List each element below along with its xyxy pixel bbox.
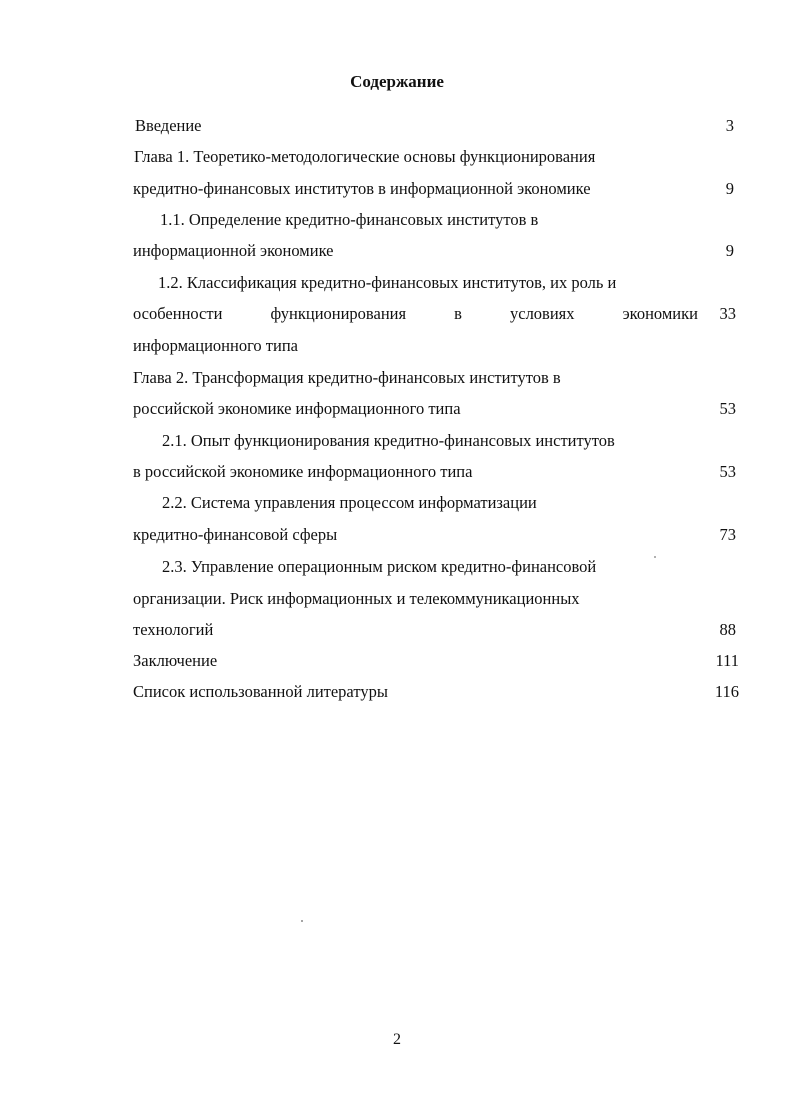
toc-conclusion: Заключение bbox=[133, 651, 218, 670]
page-number: 2 bbox=[393, 1031, 401, 1048]
toc-ch2-page: 53 bbox=[719, 399, 736, 418]
toc-ch2-line2: российской экономике информационного типа bbox=[133, 399, 461, 418]
toc-s23-page: 88 bbox=[719, 620, 736, 639]
toc-ch1-line1: Глава 1. Теоретико-методологические основы функционирования bbox=[134, 147, 596, 166]
toc-s11-line2: информационной экономике bbox=[133, 241, 334, 260]
toc-s12-word: в bbox=[454, 304, 462, 323]
toc-s23-line1: 2.3. Управление операционным риском кредитно-финансовой bbox=[162, 557, 597, 576]
toc-s22-line1: 2.2. Система управления процессом информатизации bbox=[162, 493, 537, 512]
toc-intro: Введение bbox=[135, 116, 202, 135]
toc-s12-word: экономики bbox=[622, 304, 698, 323]
scan-speck bbox=[301, 920, 303, 922]
toc-s21-line2: в российской экономике информационного типа bbox=[133, 462, 473, 481]
toc-s23-line2: организации. Риск информационных и телекоммуникационных bbox=[133, 589, 580, 608]
toc-conclusion-page: 111 bbox=[715, 651, 739, 670]
scan-speck bbox=[654, 556, 656, 558]
toc-s12-word: функционирования bbox=[270, 304, 407, 323]
toc-ch2-line1: Глава 2. Трансформация кредитно-финансовых институтов в bbox=[133, 368, 561, 387]
toc-bibliography-page: 116 bbox=[714, 682, 739, 701]
toc-s11-line1: 1.1. Определение кредитно-финансовых институтов в bbox=[160, 210, 539, 229]
toc-s12-page: 33 bbox=[719, 304, 736, 323]
toc-s12-line1: 1.2. Классификация кредитно-финансовых институтов, их роль и bbox=[158, 273, 617, 292]
toc-intro-page: 3 bbox=[725, 116, 734, 135]
toc-s11-page: 9 bbox=[725, 241, 734, 260]
toc-ch1-page: 9 bbox=[725, 179, 734, 198]
toc-s22-page: 73 bbox=[719, 525, 736, 544]
toc-s22-line2: кредитно-финансовой сферы bbox=[133, 525, 338, 544]
toc-s12-word: условиях bbox=[510, 304, 575, 323]
toc-ch1-line2: кредитно-финансовых институтов в информационной экономике bbox=[133, 179, 591, 198]
toc-s21-page: 53 bbox=[719, 462, 736, 481]
toc-s21-line1: 2.1. Опыт функционирования кредитно-финансовых институтов bbox=[162, 431, 615, 450]
toc-bibliography: Список использованной литературы bbox=[133, 682, 388, 701]
toc-s12-word: особенности bbox=[133, 304, 223, 323]
page-title: Содержание bbox=[350, 72, 444, 91]
toc-s12-line2 bbox=[133, 304, 698, 324]
toc-s12-line3: информационного типа bbox=[133, 336, 298, 355]
toc-s23-line3: технологий bbox=[133, 620, 214, 639]
